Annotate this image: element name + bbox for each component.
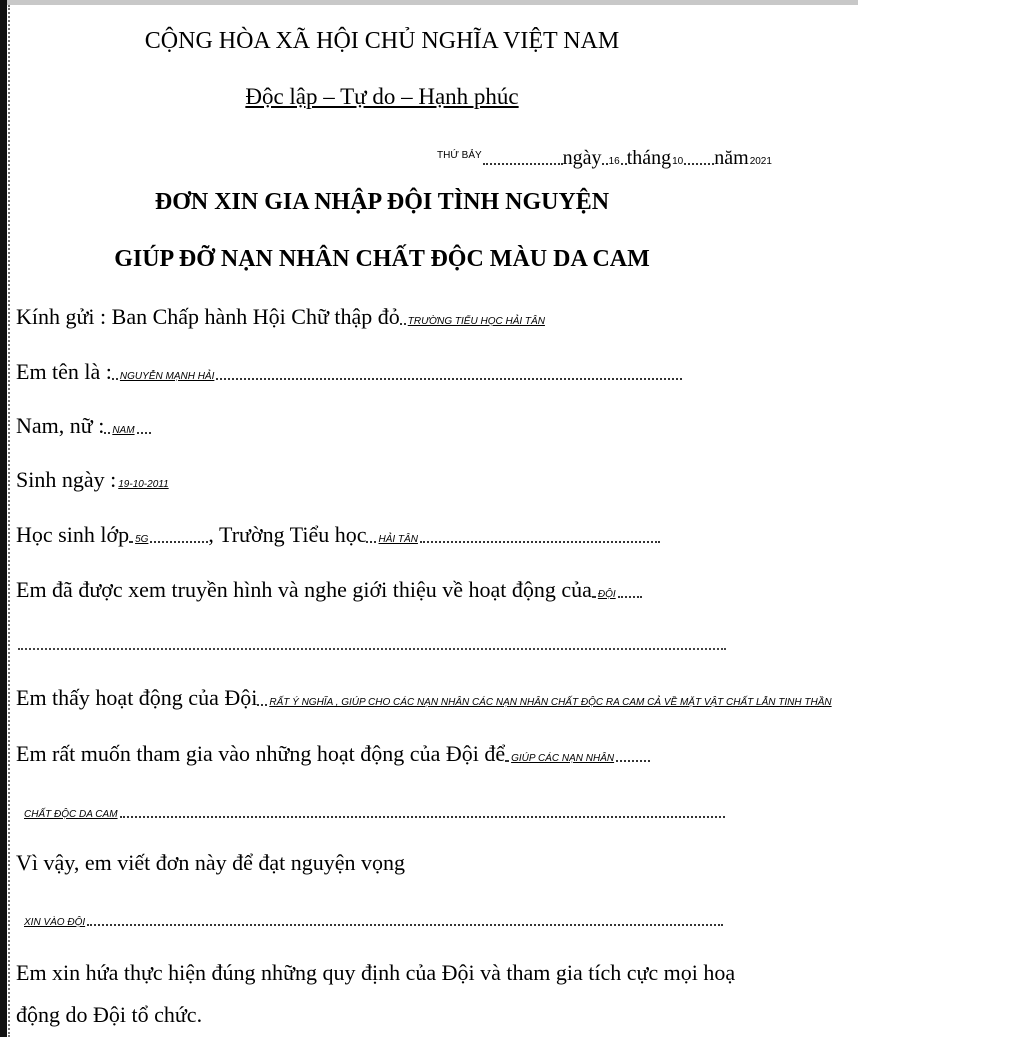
title-line-2: GIÚP ĐỠ NẠN NHÂN CHẤT ĐỘC MÀU DA CAM [114, 246, 650, 272]
recipient-label: Kính gửi : Ban Chấp hành Hội Chữ thập đỏ [16, 304, 400, 329]
feel-value: RẤT Ý NGHĨA , GIÚP CHO CÁC NẠN NHÂN CÁC NẠN NHÂN CHẤT ĐỘC RA CAM CẢ VỀ MẶT VẬT CHẤT LẪN TINH THẦN [269, 697, 832, 708]
seen-value: ĐỘI [597, 589, 616, 600]
seen-row [16, 575, 642, 610]
gender-row [16, 411, 151, 446]
want-continuation-row [16, 795, 725, 830]
margin-guide [8, 5, 10, 1037]
day-value: 16 [608, 156, 620, 167]
want-value-1: GIÚP CÁC NẠN NHÂN [511, 753, 615, 764]
reason-label: Vì vậy, em viết đơn này để đạt nguyện vọng [16, 850, 406, 875]
class-value: 5G [135, 534, 149, 545]
name-label: Em tên là : [16, 359, 112, 384]
month-value: 10 [672, 156, 684, 167]
year-value: 2021 [749, 156, 772, 167]
year-label: năm [714, 147, 749, 169]
dob-value: 19-10-2011 [118, 479, 169, 490]
window-edge [0, 0, 7, 1037]
dob-label: Sinh ngày : [16, 467, 117, 492]
document-page [12, 5, 1012, 1037]
class-label: Học sinh lớp [16, 522, 130, 547]
seen-continuation-line [18, 648, 726, 650]
school-value: HẢI TÂN [378, 534, 418, 545]
seen-label: Em đã được xem truyền hình và nghe giới thiệu về hoạt động của [16, 577, 592, 602]
nation-heading: CỘNG HÒA XÃ HỘI CHỦ NGHĨA VIỆT NAM [144, 28, 620, 54]
feel-label: Em thấy hoạt động của Đội [16, 685, 258, 710]
reason-row [16, 848, 405, 878]
reason-continuation-row [16, 903, 723, 938]
recipient-value: TRƯỜNG TIỂU HỌC HẢI TÂN [407, 316, 545, 327]
class-row [16, 520, 660, 555]
name-row [16, 357, 682, 392]
promise-line-1: Em xin hứa thực hiện đúng những quy định của Đội và tham gia tích cực mọi hoạ [16, 960, 736, 985]
motto-heading: Độc lập – Tự do – Hạnh phúc [245, 84, 519, 109]
school-label: , Trường Tiểu học [208, 522, 367, 547]
weekday-value: THỨ BẢY [437, 150, 482, 161]
gender-value: NAM [112, 425, 135, 436]
want-row [16, 739, 650, 774]
promise-line-2: động do Đội tổ chức. [16, 1002, 203, 1027]
month-label: tháng [626, 147, 672, 169]
want-value-2: CHẤT ĐỘC DA CAM [24, 809, 118, 820]
gender-label: Nam, nữ : [16, 413, 105, 438]
name-value: NGUYỄN MẠNH HẢI [119, 371, 215, 382]
feel-row [16, 683, 834, 718]
want-label: Em rất muốn tham gia vào những hoạt động của Đội để [16, 741, 506, 766]
reason-value: XIN VÀO ĐỘI [24, 917, 86, 928]
dob-row [16, 465, 171, 500]
day-label: ngày [562, 147, 602, 169]
recipient-row [16, 302, 547, 337]
date-line [436, 141, 773, 177]
title-line-1: ĐƠN XIN GIA NHẬP ĐỘI TÌNH NGUYỆN [154, 189, 610, 215]
